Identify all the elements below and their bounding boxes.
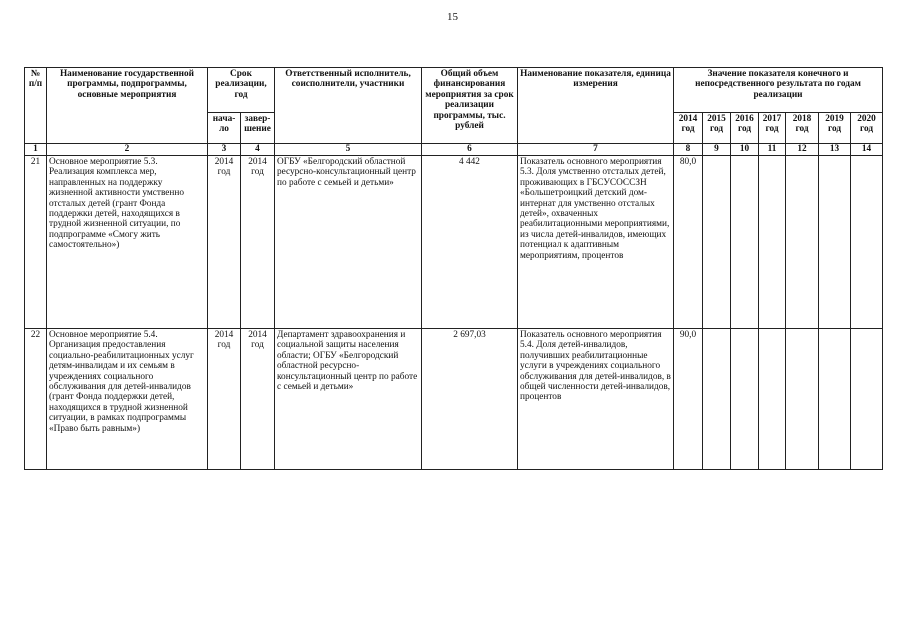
row-volume: 4 442 <box>422 156 518 329</box>
row-start: 2014 год <box>208 329 241 470</box>
row-value-2018 <box>786 156 819 329</box>
column-number: 11 <box>759 144 786 156</box>
column-number: 8 <box>674 144 703 156</box>
header-volume: Общий объем финансирования мероприятия за срок реализации программы, тыс. рублей <box>422 68 518 144</box>
column-number: 4 <box>241 144 275 156</box>
row-indicator: Показатель основного мероприятия 5.3. Доля умственно отсталых детей, проживающих в ГБСУСОССЗН «Большетроицкий детский дом-интернат для умственно отсталых детей», охваченных реабилитационными мероприятиями, из числа детей-инвалидов, имеющих потенциал к адаптивным мероприятиям, процентов <box>518 156 674 329</box>
row-name: Основное мероприятие 5.4. Организация предоставления социально-реабилитационных услуг детям-инвалидам и их семьям в учреждениях социального обслуживания для детей-инвалидов (грант Фонда поддержки детей, находящихся в трудной жизненной ситуации, в рамках подпрограммы «Право быть равным») <box>47 329 208 470</box>
row-num: 21 <box>25 156 47 329</box>
header-num: № п/п <box>25 68 47 144</box>
row-value-2019 <box>819 329 851 470</box>
row-num: 22 <box>25 329 47 470</box>
column-number: 3 <box>208 144 241 156</box>
column-number: 10 <box>731 144 759 156</box>
column-number: 6 <box>422 144 518 156</box>
column-number: 7 <box>518 144 674 156</box>
row-responsible: Департамент здравоохранения и социальной защиты населения области; ОГБУ «Белгородский областной ресурсно-консультационный центр по работе с семьей и детьми» <box>275 329 422 470</box>
column-number: 12 <box>786 144 819 156</box>
header-year: 2018 год <box>786 113 819 144</box>
row-end: 2014 год <box>241 156 275 329</box>
header-indicator: Наименование показателя, единица измерения <box>518 68 674 144</box>
row-value-2018 <box>786 329 819 470</box>
row-value-2014: 90,0 <box>674 329 703 470</box>
column-number: 13 <box>819 144 851 156</box>
row-value-2020 <box>851 329 883 470</box>
table-row <box>25 329 883 470</box>
row-volume: 2 697,03 <box>422 329 518 470</box>
header-year: 2015 год <box>703 113 731 144</box>
header-term: Срок реализации, год <box>208 68 275 113</box>
row-indicator: Показатель основного мероприятия 5.4. Доля детей-инвалидов, получивших реабилитационные услуги в учреждениях социального обслуживания для детей-инвалидов, в общей численности детей-инвалидов, процентов <box>518 329 674 470</box>
table-row <box>25 156 883 329</box>
row-end: 2014 год <box>241 329 275 470</box>
row-start: 2014 год <box>208 156 241 329</box>
header-responsible: Ответственный исполнитель, соисполнители, участники <box>275 68 422 144</box>
row-value-2016 <box>731 329 759 470</box>
column-number: 14 <box>851 144 883 156</box>
row-value-2015 <box>703 329 731 470</box>
header-year: 2020 год <box>851 113 883 144</box>
header-term-start: нача-ло <box>208 113 241 144</box>
column-number: 2 <box>47 144 208 156</box>
column-number: 1 <box>25 144 47 156</box>
row-value-2017 <box>759 329 786 470</box>
header-term-end: завер-шение <box>241 113 275 144</box>
column-number: 5 <box>275 144 422 156</box>
row-value-2016 <box>731 156 759 329</box>
header-name: Наименование государственной программы, подпрограммы, основные мероприятия <box>47 68 208 144</box>
row-value-2020 <box>851 156 883 329</box>
program-table <box>24 67 883 470</box>
page-number: 15 <box>447 11 458 23</box>
header-year: 2019 год <box>819 113 851 144</box>
header-year: 2016 год <box>731 113 759 144</box>
row-value-2017 <box>759 156 786 329</box>
row-value-2019 <box>819 156 851 329</box>
header-year: 2017 год <box>759 113 786 144</box>
column-number: 9 <box>703 144 731 156</box>
row-value-2014: 80,0 <box>674 156 703 329</box>
header-values: Значение показателя конечного и непосредственного результата по годам реализации <box>674 68 883 113</box>
row-value-2015 <box>703 156 731 329</box>
row-name: Основное мероприятие 5.3. Реализация комплекса мер, направленных на поддержку жизненной активности умственно отсталых детей (грант Фонда поддержки детей, находящихся в трудной жизненной ситуации, по подпрограмме «Смогу жить самостоятельно») <box>47 156 208 329</box>
row-responsible: ОГБУ «Белгородский областной ресурсно-консультационный центр по работе с семьей и детьми» <box>275 156 422 329</box>
header-year: 2014 год <box>674 113 703 144</box>
